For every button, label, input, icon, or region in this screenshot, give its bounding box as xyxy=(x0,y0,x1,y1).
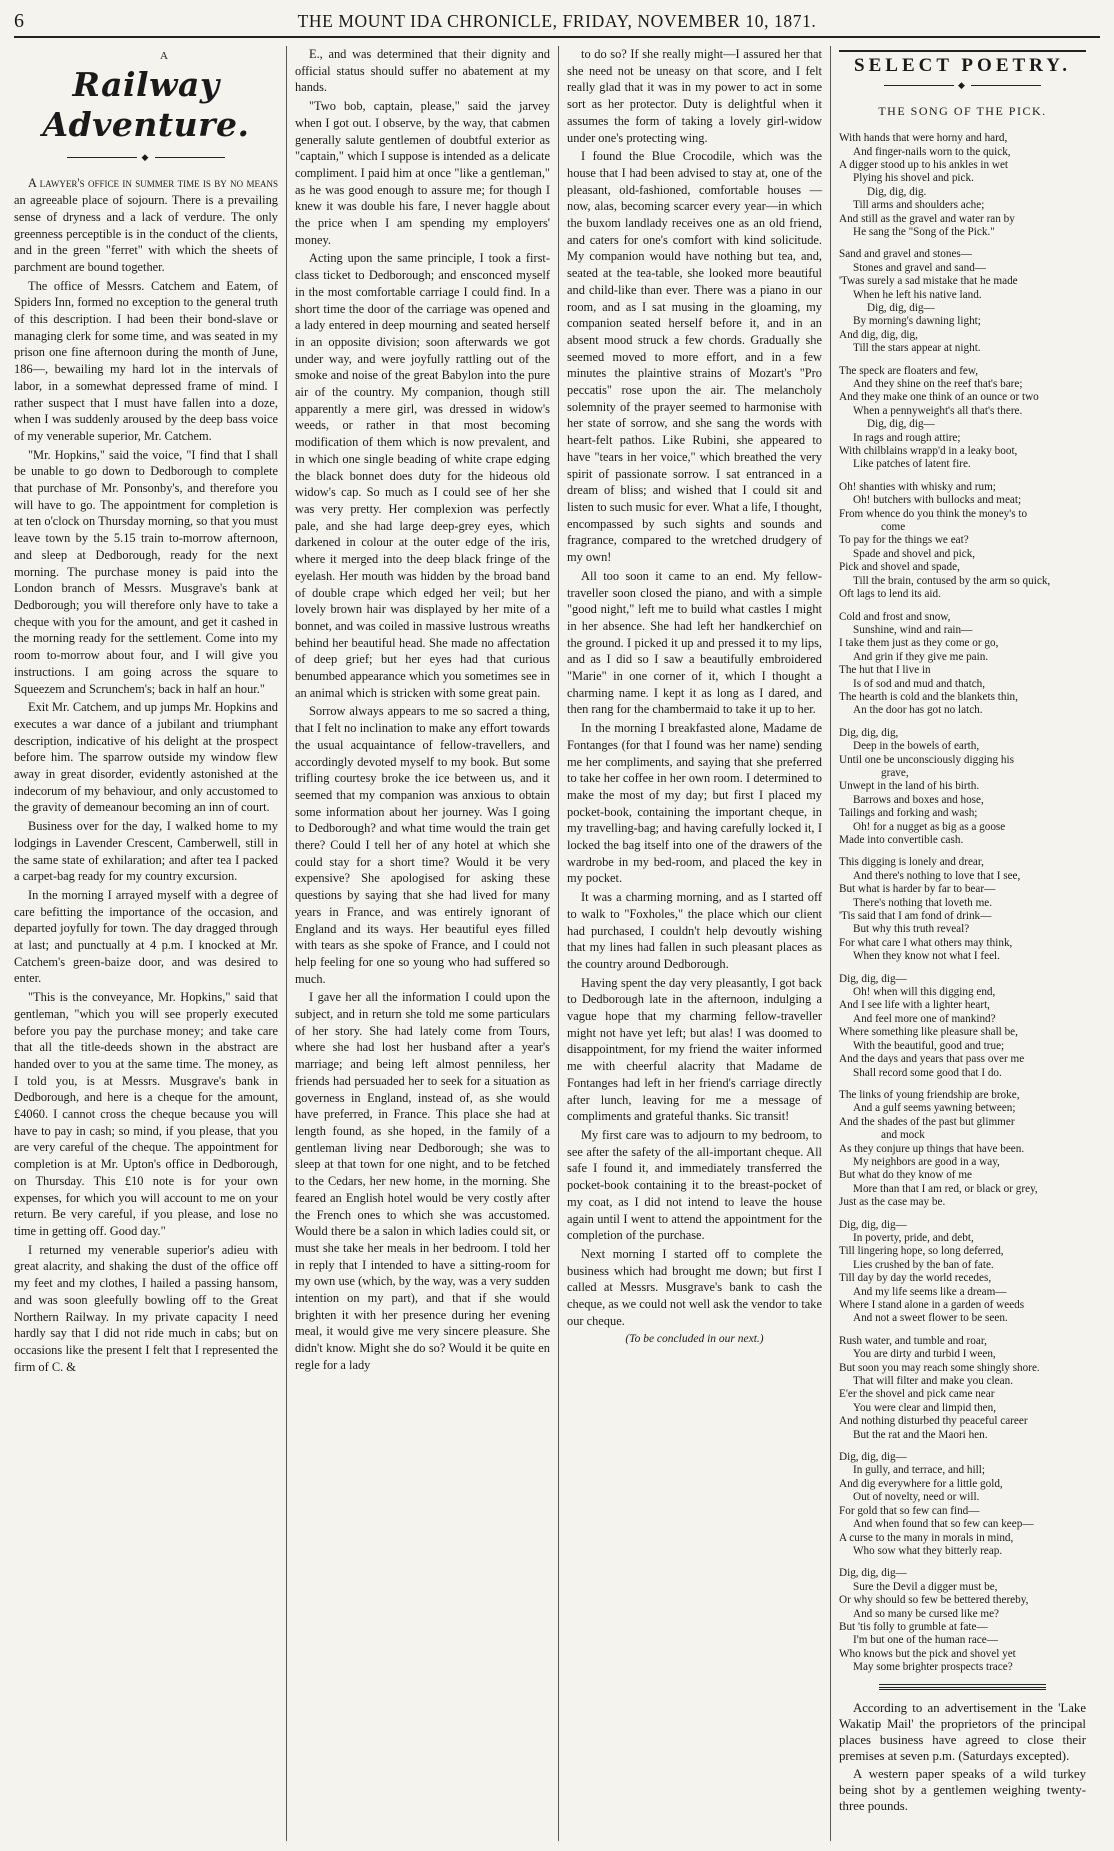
poem-line: grave, xyxy=(881,766,909,779)
story-paragraph: I returned my venerable superior's adieu with great alacrity, and shaking the dust of the office off my feet and my clothes, I hailed a passing hansom, and was soon gleefully bowling off to the Great Northern Railway. In my private capacity I need hardly say that I did not ride much in cabs; but on occasions like the present I felt that I represented the firm of C. & xyxy=(14,1242,278,1374)
story-paragraph: The office of Messrs. Catchem and Eatem, of Spiders Inn, formed no exception to the general truth of this description. I had been their bond-slave or managing clerk for some time, and was seated in my prison one fine afternoon during the month of June, 186—, bewailing my hard lot in the intervals of labor, in a somewhat depressed frame of mind. I rather suspect that I must have fallen into a doze, when I was suddenly aroused by the deep bass voice of my venerable superior, Mr. Catchem. xyxy=(14,278,278,443)
poem-line: Dig, dig, dig, xyxy=(839,726,899,739)
poem-line: As they conjure up things that have been. xyxy=(839,1142,1025,1155)
poem-line: come xyxy=(881,521,906,534)
poem-line: You are dirty and turbid I ween, xyxy=(853,1348,996,1361)
poem-line: He sang the "Song of the Pick." xyxy=(853,225,995,238)
poem-stanza xyxy=(839,973,1086,1080)
poem-line: Stones and gravel and sand— xyxy=(853,261,986,274)
poem-line: Till the brain, contused by the arm so quick, xyxy=(853,574,1051,587)
masthead xyxy=(14,10,1100,38)
poem-line: For what care I what others may think, xyxy=(839,936,1013,949)
poem-line: And my life seems like a dream— xyxy=(853,1285,1007,1298)
poem-line: But 'tis folly to grumble at fate— xyxy=(839,1620,988,1633)
poem-line: And they shine on the reef that's bare; xyxy=(853,378,1023,391)
poem-stanza xyxy=(839,1089,1086,1210)
story-paragraph: Having spent the day very pleasantly, I got back to Dedborough late in the afternoon, indulging a vague hope that my charming fellow-traveller might not have yet left; but alas! I was doomed to disappointment, for my friend the waiter informed me with cheerful alacrity that Madame de Fontanges had left in her friend's carriage directly after lunch, leaving for me a message of compliments and grateful thanks. Sic transit! xyxy=(567,975,822,1124)
poem-line: But why this truth reveal? xyxy=(853,923,970,936)
poem-line: Until one be unconsciously digging his xyxy=(839,753,1014,766)
poem-line: Dig, dig, dig— xyxy=(839,1451,907,1464)
poem-stanzas xyxy=(839,132,1086,1674)
poem-line: But what is harder by far to bear— xyxy=(839,883,996,896)
poem-line: Pick and shovel and spade, xyxy=(839,561,960,574)
column-4 xyxy=(830,46,1086,1841)
poem-line: And so many be cursed like me? xyxy=(853,1607,1000,1620)
poem-line: And the shades of the past but glimmer xyxy=(839,1115,1015,1128)
poem-stanza xyxy=(839,1451,1086,1558)
poem-line: Oh! when will this digging end, xyxy=(853,986,996,999)
poem-line: 'Twas surely a sad mistake that he made xyxy=(839,275,1018,288)
story-paragraph: In the morning I arrayed myself with a degree of care befitting the importance of the occasion, and departed joyfully for town. The day dragged through at last; and punctually at 4 p.m. I knocked at Mr. Catchem's green-baize door, and was desired to enter. xyxy=(14,887,278,986)
poem-line: Made into convertible cash. xyxy=(839,834,964,847)
poem-line: Lies crushed by the ban of fate. xyxy=(853,1258,994,1271)
poetry-section-title: SELECT POETRY. xyxy=(839,50,1086,75)
poem-line: There's nothing that loveth me. xyxy=(853,896,993,909)
masthead-title: THE MOUNT IDA CHRONICLE, FRIDAY, NOVEMBER 10, 1871. xyxy=(297,11,817,31)
poem-line: And I see life with a lighter heart, xyxy=(839,999,990,1012)
poem-line: Oh! shanties with whisky and rum; xyxy=(839,480,996,493)
poem-line: Dig, dig, dig— xyxy=(867,301,935,314)
poem-line: Dig, dig, dig. xyxy=(867,185,927,198)
story-paragraph: "Two bob, captain, please," said the jarvey when I got out. I observe, by the way, that cabmen generally salute gentlemen of doubtful exterior as "captain," which I suppose is intended as a delicate compliment. I paid him at once "like a gentleman," as he was good enough to assure me; for though I knew it was double his fare, I never haggle about the price when I am spending my employers' money. xyxy=(295,99,550,247)
poem-line: To pay for the things we eat? xyxy=(839,534,969,547)
poem-stanza xyxy=(839,481,1086,602)
poem-line: My neighbors are good in a way, xyxy=(853,1155,1000,1168)
poem-line: Unwept in the land of his birth. xyxy=(839,780,980,793)
poem-line: Barrows and boxes and hose, xyxy=(853,793,984,806)
poem-line: Till day by day the world recedes, xyxy=(839,1272,992,1285)
poem-line: And grin if they give me pain. xyxy=(853,650,989,663)
poem-line: With chilblains wrapp'd in a leaky boot, xyxy=(839,445,1018,458)
poem-line: Plying his shovel and pick. xyxy=(853,172,974,185)
columns xyxy=(14,46,1100,1841)
news-brief: According to an advertisement in the 'Lake Wakatip Mail' the proprietors of the principal places business have agreed to close their premises at seven p.m. (Saturdays excepted). xyxy=(839,1700,1086,1763)
poem-line: And nothing disturbed thy peaceful career xyxy=(839,1415,1028,1428)
poem-line: From whence do you think the money's to xyxy=(839,507,1028,520)
to-be-concluded: (To be concluded in our next.) xyxy=(625,1333,764,1346)
news-briefs xyxy=(839,1700,1086,1814)
poem-stanza xyxy=(839,1219,1086,1326)
poem-line: In poverty, pride, and debt, xyxy=(853,1231,974,1244)
story-paragraph: to do so? If she really might—I assured her that she need not be uneasy on that score, and I felt really glad that it was in my power to act in some sort as her protector. Duty is delightful when it assumes the form of taking a lovely girl-widow under one's protecting wing. xyxy=(567,47,822,145)
poem-line: For gold that so few can find— xyxy=(839,1504,980,1517)
poem-line: And a gulf seems yawning between; xyxy=(853,1102,1016,1115)
story-paragraph: "Mr. Hopkins," said the voice, "I find that I shall be unable to go down to Dedborough to complete that purchase of Mr. Ponsonby's, and therefore you will have to go. The appointment for completion is at ten o'clock on Thursday morning, so that you must leave town by the 5.15 train to-morrow afternoon, and sleep at Dedborough, ready for the next morning. The purchase money is paid into the London branch of Messrs. Musgrave's bank at Dedborough; you will therefore only have to take a cheque with you for the amount, and get it cashed in the morning ready for the settlement. Come into my room to-morrow about four, and I will give you instructions. I am going across the square to Squeezem and Scrunchem's; back in half an hour." xyxy=(14,447,278,696)
poem-stanza xyxy=(839,611,1086,718)
column-3 xyxy=(558,46,830,1841)
poetry-ornament: ◆ xyxy=(839,77,1086,94)
poem-stanza xyxy=(839,365,1086,472)
poem-line: May some brighter prospects trace? xyxy=(853,1661,1013,1674)
story-column-3-text xyxy=(567,46,822,1329)
poem-line: Till lingering hope, so long deferred, xyxy=(839,1245,1004,1258)
poem-line: And dig everywhere for a little gold, xyxy=(839,1477,1003,1490)
poem-line: More than that I am red, or black or grey, xyxy=(853,1182,1038,1195)
poem-line: When they know not what I feel. xyxy=(853,950,1000,963)
story-column-2-text xyxy=(295,46,550,1374)
poem-line: You were clear and limpid then, xyxy=(853,1401,997,1414)
poem-stanza xyxy=(839,856,1086,963)
column-1 xyxy=(14,46,286,1841)
poem-line: Dig, dig, dig— xyxy=(839,1567,907,1580)
poem-line: E'er the shovel and pick came near xyxy=(839,1388,995,1401)
poem-line: And they make one think of an ounce or two xyxy=(839,391,1039,404)
poem-line: Oh! for a nugget as big as a goose xyxy=(853,820,1006,833)
poem-line: An the door has got no latch. xyxy=(853,704,983,717)
poem-line: With hands that were horny and hard, xyxy=(839,132,1008,145)
poem-line: And when found that so few can keep— xyxy=(853,1518,1034,1531)
news-brief: A western paper speaks of a wild turkey being shot by a gentlemen weighing twenty-three pounds. xyxy=(839,1766,1086,1813)
story-paragraph: All too soon it came to an end. My fellow-traveller soon closed the piano, and with a simple "good night," left me to build what castles I might in her absence. She had left her handkerchief on the ground. I picked it up and pressed it to my lips, and as I did so I saw a beautifully embroidered "Marie" in one corner of it, which I thought a charming name. I kept it as long as I dared, and then rang for the chambermaid to take it up to her. xyxy=(567,568,822,717)
poem-line: And still as the gravel and water ran by xyxy=(839,212,1015,225)
poem-line: 'Tis said that I am fond of drink— xyxy=(839,910,992,923)
story-paragraph: Sorrow always appears to me so sacred a thing, that I felt no inclination to make any effort towards the usual acquaintance of fellow-travellers, and accordingly devoted myself to my book. But some trifling courtesy broke the ice between us, and it seemed that my companion was anxious to obtain some information about her journey. Was I going to Dedborough? and what time would the train get there? Could I tell her of any hotel at which she could stay for a short time? Would it be very expensive? She apologised for asking these questions by saying that she had lived for many years in France, and was entirely ignorant of England and its ways. Her beautiful eyes filled with tears as she spoke of France, and I could not help feeling for one so young who had suffered so much. xyxy=(295,704,550,986)
poem-line: By morning's dawning light; xyxy=(853,315,981,328)
story-headline: Railway Adventure. xyxy=(42,64,250,144)
poem-line: And finger-nails worn to the quick, xyxy=(853,145,1011,158)
poem-line: Cold and frost and snow, xyxy=(839,610,951,623)
poem-end-rule xyxy=(879,1684,1046,1690)
poem-line: The hut that I live in xyxy=(839,664,931,677)
poem-line: Sunshine, wind and rain— xyxy=(853,623,973,636)
poem-line: The speck are floaters and few, xyxy=(839,364,979,377)
poem-title: THE SONG OF THE PICK. xyxy=(878,104,1047,119)
poem-line: Is of sod and mud and thatch, xyxy=(853,677,986,690)
poem-line: Who sow what they bitterly reap. xyxy=(853,1544,1003,1557)
poem-line: Dig, dig, dig— xyxy=(839,1218,907,1231)
poem-line: Tailings and forking and wash; xyxy=(839,807,978,820)
story-kicker: A xyxy=(160,50,168,62)
poem-line: Just as the case may be. xyxy=(839,1196,946,1209)
story-paragraph: Business over for the day, I walked home to my lodgings in Lavender Crescent, Camberwell, still in the same state of exhilaration; and after tea I packed a carpet-bag ready for my country excursion. xyxy=(14,819,278,884)
poem-line: When a pennyweight's all that's there. xyxy=(853,404,1023,417)
story-paragraph: Acting upon the same principle, I took a first-class ticket to Dedborough; and ensconced myself in the most comfortable carriage I could find. In a short time the door of the carriage was opened and a lady entered in deep mourning and seated herself in an opposite division; soon afterwards we got under way, and were joyfully rattling out of the smoke and noise of the great Babylon into the pure air of the country. My companion, though still apparently a mere girl, was dressed in widow's weeds, or rather in that most becoming modification of them which is now prevalent, and in which one single beading of white crape edging the black bonnet does duty for the hideous old widow's cap. So much as I could see of her she was very pretty. Her complexion was perfectly pale, and she had large deep-grey eyes, which darkened in colour at the outer edge of the iris, where it merged into the deep black fringe of the eyelash. Her mouth was hidden by the broad band of double crape which edged her veil; but her lovely brown hair was displayed by her mite of a bonnet, and was coiled in massive lustrous wreaths behind her beautiful head. She made no affectation of deep grief; but her eyes had that curious benumbed appearance which you sometimes see in an animal which is stricken with some great pain. xyxy=(295,251,550,700)
poem-line: Deep in the bowels of earth, xyxy=(853,740,980,753)
poem-stanza xyxy=(839,132,1086,239)
poem-line: Sand and gravel and stones— xyxy=(839,248,972,261)
story-paragraph: Next morning I started off to complete the business which had brought me down; but first I called at Messrs. Musgrave's bank to cash the cheque, as we could not well ask the vendor to take our cheque. xyxy=(567,1246,822,1328)
poem-line: Or why should so few be bettered thereby, xyxy=(839,1594,1029,1607)
story-paragraph: My first care was to adjourn to my bedroom, to see after the safety of the all-important cheque. All safe I found it, and immediately transferred the pocket-book containing it to the breast-pocket of my coat, as I did not intend to leave the house again until I went to attend the appointment for the completion of the purchase. xyxy=(567,1128,822,1243)
poem-stanza xyxy=(839,1567,1086,1674)
poem-stanza xyxy=(839,1335,1086,1442)
poem-line: The hearth is cold and the blankets thin, xyxy=(839,690,1018,703)
poem-line: I'm but one of the human race— xyxy=(853,1634,998,1647)
poem-line: Oft lags to lend its aid. xyxy=(839,588,941,601)
poem-line: And the days and years that pass over me xyxy=(839,1053,1025,1066)
poem-line: Oh! butchers with bullocks and meat; xyxy=(853,494,1022,507)
story-paragraph: I gave her all the information I could upon the subject, and in return she told me some particulars of her story. She had lately come from Tours, where she had lost her husband after a year's marriage; and being left almost penniless, her friends had persuaded her to seek for a situation as governess in England, instead of, as she would have preferred, in France. This place she had at length found, as she hoped, in the family of a gentleman living near Dedborough; she was to sleep at that town for one night, and to be fetched to the Cedars, her new home, in the morning. She feared an English hotel would be very costly after the French ones to which she was accustomed. Would there be a salon in which ladies could sit, or must she take her meals in her bedroom. I told her in reply that I intended to have a sitting-room for my own use (which, by the way, was a very sudden intention on my part), and that if she would brighten it with her presence during her evening meal, it would give me very sincere pleasure. She didn't know. Might she do so? Would it be quite en regle for a lady xyxy=(295,990,550,1372)
poem-line: Dig, dig, dig— xyxy=(867,418,935,431)
poem-line: Like patches of latent fire. xyxy=(853,458,971,471)
poem-line: But what do they know of me xyxy=(839,1169,972,1182)
poem-line: In rags and rough attire; xyxy=(853,431,961,444)
poem-line: With the beautiful, good and true; xyxy=(853,1039,1005,1052)
story-paragraph: A lawyer's office in summer time is by no means an agreeable place of sojourn. There is a prevailing sense of dryness and a lack of verdure. The only greenness perceptible is in the conduct of the clients, and in the green "ferret" with which the sheets of parchment are bound together. xyxy=(14,176,278,274)
poem-line: and mock xyxy=(881,1129,925,1142)
column-2 xyxy=(286,46,558,1841)
poem-line: And dig, dig, dig, xyxy=(839,328,918,341)
poem-line: But the rat and the Maori hen. xyxy=(853,1428,988,1441)
poem-line: Till the stars appear at night. xyxy=(853,342,981,355)
poem-line: That will filter and make you clean. xyxy=(853,1375,1013,1388)
poem-line: A curse to the many in morals in mind, xyxy=(839,1531,1014,1544)
poem-line: Till arms and shoulders ache; xyxy=(853,199,985,212)
poem-line: When he left his native land. xyxy=(853,288,982,301)
poem-line: In gully, and terrace, and hill; xyxy=(853,1464,985,1477)
poem-line: This digging is lonely and drear, xyxy=(839,856,984,869)
poem-line: The links of young friendship are broke, xyxy=(839,1088,1020,1101)
poem-line: Where something like pleasure shall be, xyxy=(839,1026,1018,1039)
poem-stanza xyxy=(839,727,1086,848)
headline-ornament: ◆ xyxy=(14,149,278,166)
poem-stanza xyxy=(839,248,1086,355)
poem-line: And not a sweet flower to be seen. xyxy=(853,1312,1008,1325)
page-number: 6 xyxy=(14,10,24,32)
poem-line: And there's nothing to love that I see, xyxy=(853,869,1021,882)
poem-line: Sure the Devil a digger must be, xyxy=(853,1580,998,1593)
poem-line: Shall record some good that I do. xyxy=(853,1066,1002,1079)
poem-line: Rush water, and tumble and roar, xyxy=(839,1334,987,1347)
story-paragraph: In the morning I breakfasted alone, Madame de Fontanges (for that I found was her name) sending me her compliments, and saying that she preferred to take her coffee in her own room. I determined to make the most of my day; but first I placed my pocket-book, containing the important cheque, in my travelling-bag; and having carefully locked it, I locked the bag itself into one of the drawers of the wardrobe in my bed-room, and placed the key in my pocket. xyxy=(567,721,822,886)
poem-line: Where I stand alone in a garden of weeds xyxy=(839,1299,1025,1312)
poem-line: And feel more one of mankind? xyxy=(853,1012,996,1025)
poem-line: Dig, dig, dig— xyxy=(839,972,907,985)
poem-line: Out of novelty, need or will. xyxy=(853,1491,980,1504)
story-paragraph: It was a charming morning, and as I started off to walk to "Foxholes," the place which our client had purchased, I couldn't help devoutly wishing that my lines had fallen in such pleasant places as the country around Dedborough. xyxy=(567,890,822,971)
poem-line: Spade and shovel and pick, xyxy=(853,547,976,560)
poem-line: Who knows but the pick and shovel yet xyxy=(839,1647,1016,1660)
poem-line: I take them just as they come or go, xyxy=(839,637,999,650)
poem-line: But soon you may reach some shingly shore. xyxy=(839,1361,1040,1374)
story-column-1-text xyxy=(14,175,278,1375)
story-paragraph: E., and was determined that their dignity and official status should suffer no abatement at my hands. xyxy=(295,47,550,95)
story-paragraph: I found the Blue Crocodile, which was the house that I had been advised to stay at, one of the pleasant, old-fashioned, comfortable houses — now, alas, becoming scarcer every year—in which the buxom landlady receives one as an old friend, and caters for one's comfort with kind solicitude. My companion would have nothing but tea, and, seated at the tea-table, she looked more beautiful and child-like than ever. There was a piano in our room, and as I sat musing in the gloaming, my companion seated herself before it, and in an absent mood struck a few chords. Gradually she seemed moved to more effort, and in a few minutes the plaintive strains of Mozart's "Pro peccatis" rose upon the air. The melancholy solemnity of the prayer seemed to harmonise with her state of sorrow, and she sang the words with heart-felt pathos. Like Rubini, she appeared to have "tears in her voice," which breathed the very spirit of passionate sorrow. I sat entranced in a dream of bliss; and wished that I could sit and listen to such music for ever. What a life, I thought, encompassed by such sights and sounds and fragrance, compared to the wretched drudgery of my own! xyxy=(567,149,822,565)
poem-line: A digger stood up to his ankles in wet xyxy=(839,158,1009,171)
story-paragraph: "This is the conveyance, Mr. Hopkins," said that gentleman, "which you will see properly executed before you pay the purchase money; and take care that all the title-deeds shown in the abstract are handed over to you at the same time. The money, as I told you, is at Messrs. Musgrave's bank in Dedborough, and here is a cheque for the amount, £4060. I cannot cross the cheque because you will have to pay in cash; so mind, if you please, that you are very careful of the cheque. The appointment for completion is at Mr. Upton's office in Dedborough, on Thursday. This £10 note is for your own expenses, for which you will account to me on your return. Be very careful, if you please, and lose no time in getting off. Good day." xyxy=(14,990,278,1238)
story-paragraph: Exit Mr. Catchem, and up jumps Mr. Hopkins and executes a war dance of a jubilant and triumphant description, indicative of his delight at the prospect before him. The sparrow outside my window flew away in great disorder, evidently astonished at the indecorum of my behaviour, and only accustomed to the gravity of demeanour becoming an inn of court. xyxy=(14,700,278,815)
